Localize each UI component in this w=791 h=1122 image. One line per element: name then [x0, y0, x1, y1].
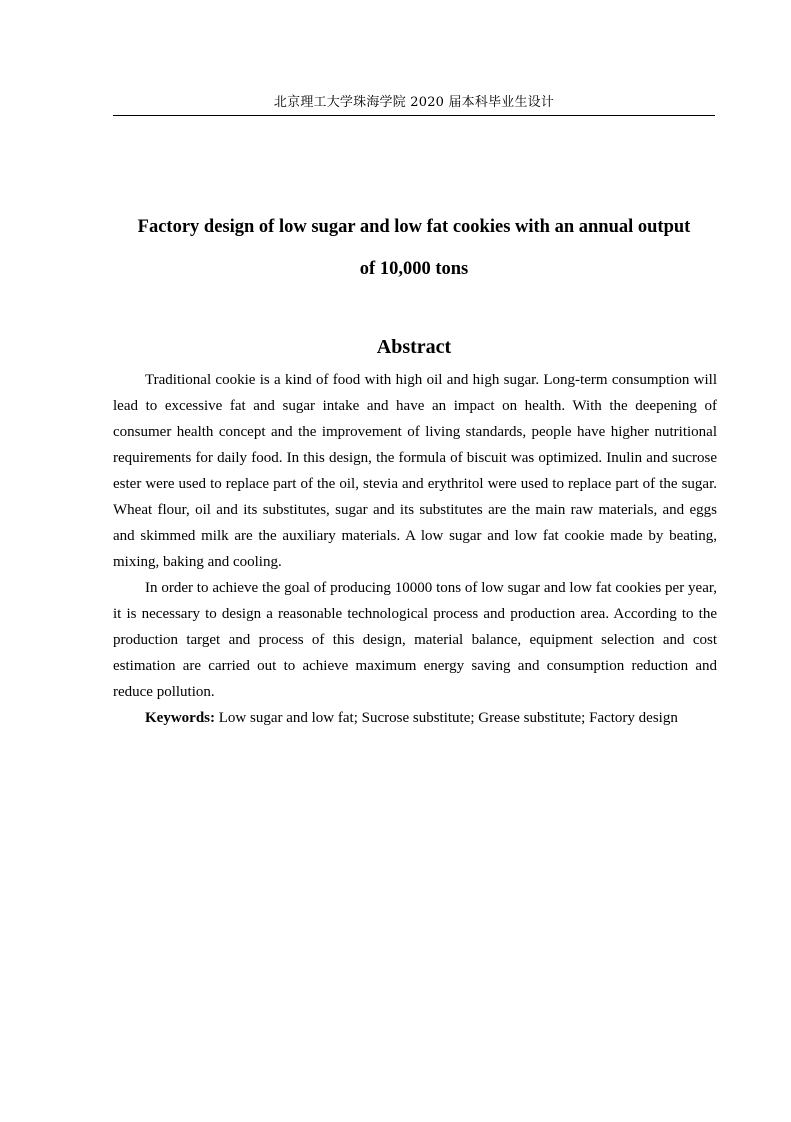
running-header: 北京理工大学珠海学院 2020 届本科毕业生设计 [273, 95, 555, 110]
keywords-label: Keywords: [145, 710, 215, 726]
header-rule [113, 115, 715, 116]
paper-title-line-2: of 10,000 tons [359, 259, 469, 279]
abstract-body [113, 367, 717, 731]
paper-title-line-1: Factory design of low sugar and low fat cookies with an annual output [137, 217, 691, 237]
abstract-paragraph-1: Traditional cookie is a kind of food with high oil and high sugar. Long-term consumption will lead to excessive fat and sugar intake and have an impact on health. With the deepening of consumer health concept and the improvement of living standards, people have higher nutritional requirements for daily food. In this design, the formula of biscuit was optimized. Inulin and sucrose ester were used to replace part of the oil, stevia and erythritol were used to replace part of the sugar. Wheat flour, oil and its substitutes, sugar and its substitutes are the main raw materials, and eggs and skimmed milk are the auxiliary materials. A low sugar and low fat cookie made by beating, mixing, baking and cooling. [113, 372, 717, 570]
abstract-paragraph-2: In order to achieve the goal of producing 10000 tons of low sugar and low fat cookies per year, it is necessary to design a reasonable technological process and production area. According to the production target and process of this design, material balance, equipment selection and cost estimation are carried out to achieve maximum energy saving and consumption reduction and reduce pollution. [113, 580, 717, 700]
keywords-line [113, 705, 717, 731]
abstract-heading: Abstract [376, 336, 452, 358]
keywords-text: Low sugar and low fat; Sucrose substitute; Grease substitute; Factory design [215, 710, 678, 726]
paper-title [100, 206, 728, 290]
